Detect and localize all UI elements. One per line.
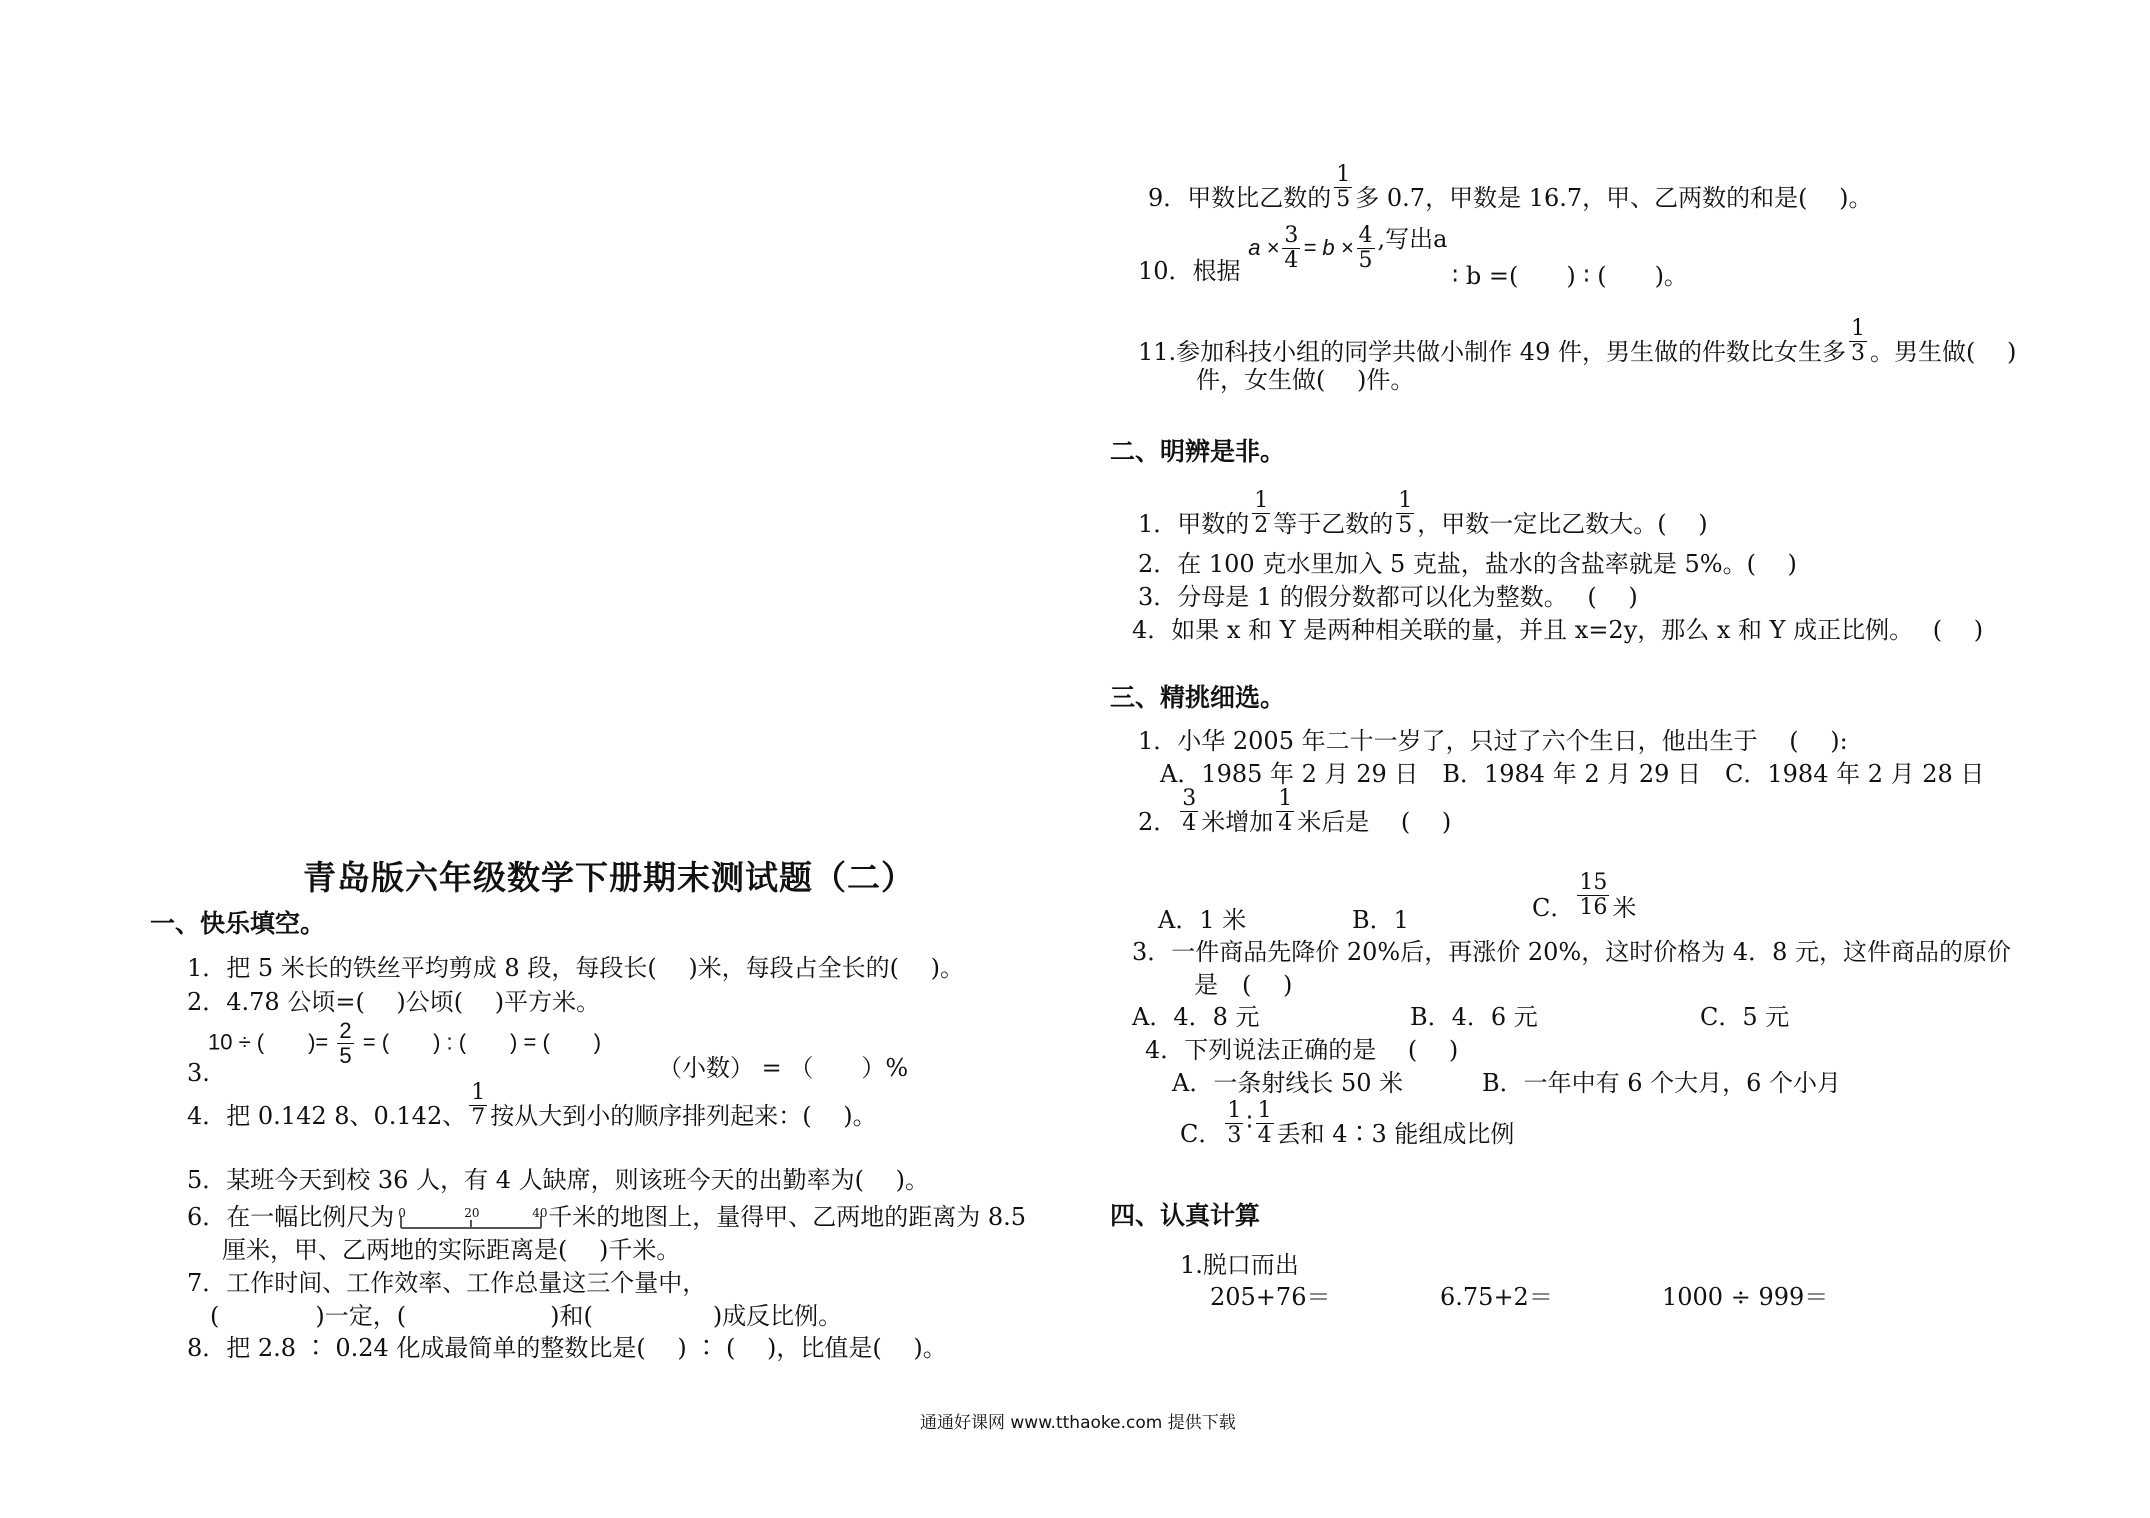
p2q1-part-c: ，甲数一定比乙数大。( ) bbox=[1417, 510, 1708, 538]
q9-part-b: 多 0.7，甲数是 16.7，甲、乙两数的和是( )。 bbox=[1355, 184, 1873, 212]
p2q1-fraction-1 bbox=[1252, 490, 1270, 537]
p3q4-optC-post: 丢和 4∶3 能组成比例 bbox=[1276, 1120, 1515, 1148]
question-1-11-cont: 件，女生做( )件。 bbox=[1196, 366, 1415, 394]
q10-fraction-2 bbox=[1357, 225, 1375, 272]
p2q1-f1-num: 1 bbox=[1254, 488, 1269, 513]
p2q1-f1-den: 2 bbox=[1254, 513, 1269, 538]
q3-part-b: = ( ) : ( ) = ( ) bbox=[362, 1029, 602, 1055]
question-3-4: 4．下列说法正确的是 ( ) bbox=[1145, 1036, 1459, 1064]
question-1-3-expression bbox=[208, 1020, 601, 1067]
question-3-2 bbox=[1138, 786, 1452, 847]
calc-expression-1: 205+76＝ bbox=[1210, 1283, 1331, 1311]
p3q4-optC-f2-den: 4 bbox=[1257, 1123, 1272, 1148]
p2q1-f2-den: 5 bbox=[1398, 513, 1413, 538]
q3-frac-den: 5 bbox=[339, 1043, 352, 1068]
q10-f1-den: 4 bbox=[1284, 248, 1299, 273]
question-3-3: 3．一件商品先降价 20%后，再涨价 20%，这时价格为 4．8 元，这件商品的原价 bbox=[1132, 938, 2012, 966]
question-3-3-option-b: B．4．6 元 bbox=[1410, 1003, 1538, 1031]
p3q4-optC-f1-num: 1 bbox=[1227, 1098, 1242, 1123]
q6-part-a: 6．在一幅比例尺为 bbox=[187, 1203, 395, 1231]
q3-frac-num: 2 bbox=[339, 1018, 352, 1043]
q9-frac-den: 5 bbox=[1336, 187, 1351, 212]
p2q1-f2-num: 1 bbox=[1398, 488, 1413, 513]
question-3-2-option-b: B．1 bbox=[1352, 906, 1409, 934]
p3q2-optC-label: C． bbox=[1532, 894, 1575, 922]
q9-part-a: 9．甲数比乙数的 bbox=[1148, 184, 1332, 212]
question-1-1: 1．把 5 米长的铁丝平均剪成 8 段，每段长( )米，每段占全长的( )。 bbox=[187, 954, 965, 982]
question-1-4 bbox=[187, 1080, 877, 1141]
question-1-2: 2．4.78 公顷=( )公顷( )平方米。 bbox=[187, 988, 601, 1016]
question-1-8: 8．把 2.8 ∶ 0.24 化成最简单的整数比是( ) ∶ ( )，比值是( )。 bbox=[187, 1334, 947, 1362]
q3-fraction bbox=[337, 1020, 353, 1067]
question-1-5: 5．某班今天到校 36 人，有 4 人缺席，则该班今天的出勤率为( )。 bbox=[187, 1166, 929, 1194]
q11-frac-den: 3 bbox=[1850, 341, 1865, 366]
q10-part-c: = b × bbox=[1303, 235, 1354, 260]
question-2-4: 4．如果 x 和 Y 是两种相关联的量，并且 x=2y，那么 x 和 Y 成正比例。 ( ) bbox=[1132, 616, 1984, 644]
question-1-3-number: 3. bbox=[187, 1059, 210, 1087]
p3q2-part-a: 米增加 bbox=[1201, 808, 1274, 836]
page-footer: 通通好课网 www.tthaoke.com 提供下载 bbox=[920, 1413, 1236, 1433]
scale-bar bbox=[398, 1204, 548, 1234]
q4-part-a: 4．把 0.142 8、0.142、 bbox=[187, 1102, 467, 1130]
p3q4-optC-f2-num: 1 bbox=[1257, 1098, 1272, 1123]
calc-expression-3: 1000 ÷ 999＝ bbox=[1662, 1283, 1829, 1311]
p3q2-f1-den: 4 bbox=[1182, 811, 1197, 836]
p3q2-f2-num: 1 bbox=[1278, 786, 1293, 811]
p3q2-optC-num: 15 bbox=[1579, 870, 1608, 895]
question-2-2: 2．在 100 克水里加入 5 克盐，盐水的含盐率就是 5%。( ) bbox=[1138, 550, 1797, 578]
q11-part-b: 。男生做( ) bbox=[1869, 338, 2017, 366]
q10-f2-den: 5 bbox=[1358, 248, 1373, 273]
q10-part-b: a × bbox=[1248, 235, 1280, 260]
scale-label-20: 20 bbox=[464, 1205, 480, 1220]
question-1-9 bbox=[1148, 162, 1873, 223]
p3q2-optC-den: 16 bbox=[1579, 895, 1608, 920]
q4-frac-num: 1 bbox=[471, 1080, 486, 1105]
p3q2-optC-fraction bbox=[1577, 872, 1609, 919]
p3q4-optC-pre: C． bbox=[1180, 1120, 1223, 1148]
question-3-1-options: A．1985 年 2 月 29 日 B．1984 年 2 月 29 日 C．1984 年 2 月 28 日 bbox=[1160, 760, 1985, 788]
calc-subheading: 1.脱口而出 bbox=[1180, 1251, 1299, 1279]
question-1-3-decimal: （小数） = （ ）% bbox=[658, 1054, 909, 1082]
question-3-3-option-a: A．4．8 元 bbox=[1132, 1003, 1260, 1031]
question-3-1: 1．小华 2005 年二十一岁了，只过了六个生日，他出生于 ( ): bbox=[1138, 727, 1848, 755]
calc-expression-2: 6.75+2＝ bbox=[1440, 1283, 1553, 1311]
q6-part-b: 千米的地图上，量得甲、乙两地的距离为 8.5 bbox=[548, 1203, 1027, 1231]
p3q4-optC-fraction-2 bbox=[1256, 1100, 1274, 1147]
q3-part-a: 10 ÷ ( )= bbox=[208, 1029, 329, 1055]
section-heading-4: 四、认真计算 bbox=[1110, 1201, 1261, 1230]
p3q2-f2-den: 4 bbox=[1278, 811, 1293, 836]
q10-f2-num: 4 bbox=[1358, 223, 1373, 248]
q10-fraction-1 bbox=[1282, 225, 1300, 272]
p3q2-fraction-2 bbox=[1276, 788, 1294, 835]
scale-label-40: 40 bbox=[532, 1205, 548, 1220]
p3q2-part-b: 米后是 ( ) bbox=[1297, 808, 1452, 836]
q4-part-b: 按从大到小的顺序排列起来：( )。 bbox=[490, 1102, 877, 1130]
question-1-10 bbox=[1138, 223, 1448, 285]
question-1-6-cont: 厘米，甲、乙两地的实际距离是( )千米。 bbox=[222, 1236, 681, 1264]
question-3-2-option-a: A．1 米 bbox=[1158, 906, 1247, 934]
question-3-3-cont: 是 ( ) bbox=[1194, 971, 1293, 999]
q4-fraction bbox=[469, 1082, 487, 1129]
question-3-4-option-c bbox=[1180, 1100, 1514, 1147]
question-2-1 bbox=[1138, 488, 1708, 549]
scale-label-0: 0 bbox=[398, 1205, 406, 1220]
q4-frac-den: 7 bbox=[471, 1105, 486, 1130]
question-1-10-ratio: ∶ b =( ) ∶ ( )。 bbox=[1452, 262, 1688, 290]
q9-frac-num: 1 bbox=[1336, 162, 1351, 187]
q10-part-d: ,写出a bbox=[1377, 225, 1448, 253]
p3q2-number: 2． bbox=[1138, 808, 1178, 836]
q9-fraction bbox=[1334, 164, 1352, 211]
q10-part-a: 10．根据 bbox=[1138, 257, 1241, 285]
p2q1-fraction-2 bbox=[1396, 490, 1414, 537]
question-3-4-option-a: A．一条射线长 50 米 bbox=[1172, 1069, 1404, 1097]
p3q4-optC-fraction-1 bbox=[1225, 1100, 1243, 1147]
question-1-6 bbox=[187, 1202, 1026, 1234]
question-3-4-option-b: B．一年中有 6 个大月，6 个小月 bbox=[1482, 1069, 1842, 1097]
section-heading-2: 二、明辨是非。 bbox=[1110, 437, 1286, 466]
p3q2-optC-unit: 米 bbox=[1612, 894, 1637, 922]
question-2-3: 3．分母是 1 的假分数都可以化为整数。 ( ) bbox=[1138, 583, 1638, 611]
section-heading-1: 一、快乐填空。 bbox=[150, 909, 326, 938]
p3q4-optC-f1-den: 3 bbox=[1227, 1123, 1242, 1148]
question-3-3-option-c: C．5 元 bbox=[1700, 1003, 1790, 1031]
p2q1-part-a: 1．甲数的 bbox=[1138, 510, 1250, 538]
q10-f1-num: 3 bbox=[1284, 223, 1299, 248]
p2q1-part-b: 等于乙数的 bbox=[1273, 510, 1394, 538]
section-heading-3: 三、精挑细选。 bbox=[1110, 683, 1286, 712]
q11-fraction bbox=[1849, 318, 1867, 365]
q11-frac-num: 1 bbox=[1850, 316, 1865, 341]
page-title: 青岛版六年级数学下册期末测试题（二） bbox=[303, 858, 915, 897]
question-3-2-option-c bbox=[1532, 870, 1637, 922]
p3q4-optC-colon: ∶ bbox=[1246, 1108, 1253, 1136]
question-1-7-cont: ( )一定，( )和( )成反比例。 bbox=[210, 1302, 843, 1330]
q11-part-a: 11.参加科技小组的同学共做小制作 49 件，男生做的件数比女生多 bbox=[1138, 338, 1846, 366]
question-1-7: 7．工作时间、工作效率、工作总量这三个量中， bbox=[187, 1269, 707, 1297]
p3q2-f1-num: 3 bbox=[1182, 786, 1197, 811]
p3q2-fraction-1 bbox=[1180, 788, 1198, 835]
